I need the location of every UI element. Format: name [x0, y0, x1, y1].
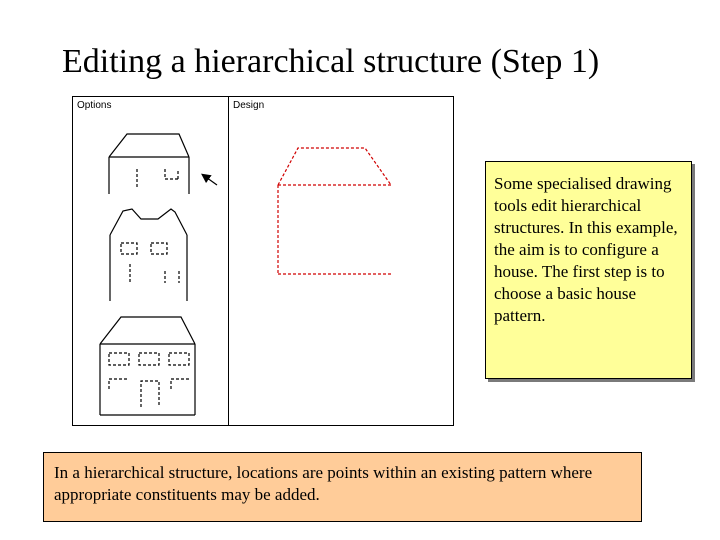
side-note-callout — [485, 161, 692, 379]
slide-title: Editing a hierarchical structure (Step 1) — [62, 43, 600, 80]
design-house-pattern[interactable] — [278, 148, 391, 274]
selection-arrow — [203, 175, 217, 185]
house-editor-figure — [72, 96, 454, 426]
option-three-storey-house[interactable] — [100, 317, 195, 415]
option-two-storey-house[interactable] — [110, 209, 187, 301]
house-drawing — [73, 97, 455, 427]
bottom-note-text: In a hierarchical structure, locations are points within an existing pattern where appropriate constituents may be added. — [54, 463, 593, 504]
bottom-note-callout — [43, 452, 642, 522]
options-pane-label: Options — [77, 100, 112, 111]
side-note-text: Some specialised drawing tools edit hierarchical structures. In this example, the aim is to configure a house. The first step is to choose a basic house pattern. — [494, 174, 678, 325]
design-pane-label: Design — [233, 100, 265, 111]
option-basic-house[interactable] — [109, 134, 189, 194]
